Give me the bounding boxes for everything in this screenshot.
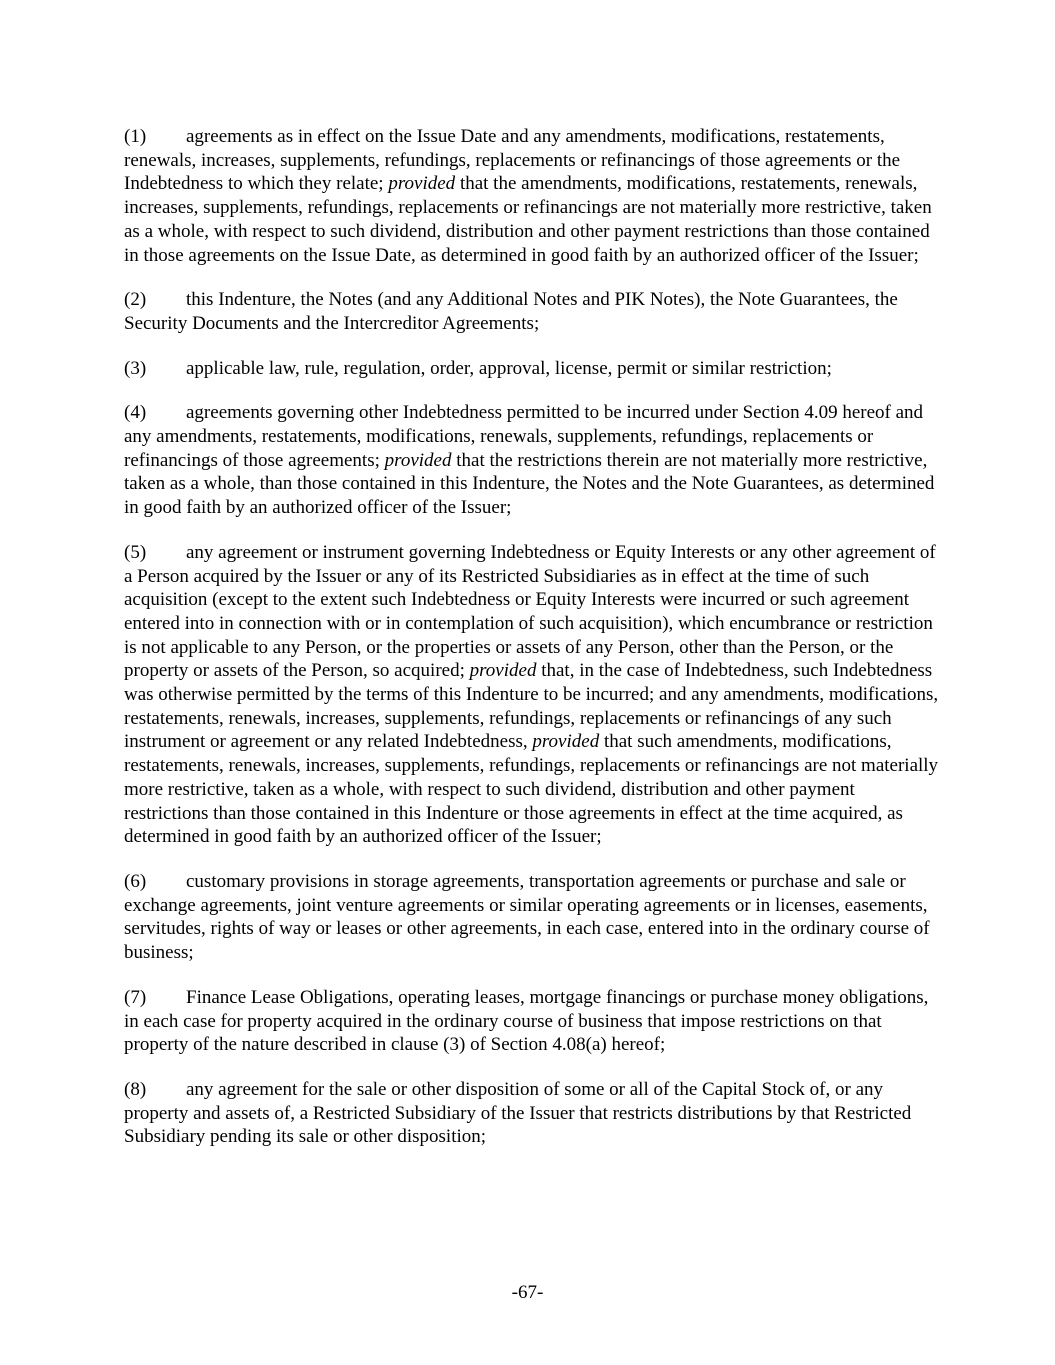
clause-number: (2)	[124, 289, 147, 311]
clause-emphasis: provided	[469, 660, 537, 682]
clause-emphasis: provided	[388, 173, 456, 195]
clause-number: (8)	[124, 1078, 147, 1100]
clause-8	[124, 1078, 939, 1149]
clause-number: (1)	[124, 126, 147, 147]
clause-emphasis: provided	[384, 449, 452, 471]
clause-text: applicable law, rule, regulation, order, approval, license, permit or similar restriction;	[186, 357, 832, 379]
clause-3	[124, 357, 939, 381]
clause-text: customary provisions in storage agreements, transportation agreements or purchase and sale or exchange agreements, joint venture agreements or similar operating agreements or in licenses, easements, servitudes, rights of way or leases or other agreements, in each case, entered into in the ordinary course of business;	[124, 870, 930, 964]
clause-text: that such amendments, modifications, restatements, renewals, increases, supplements, refundings, replacements or refinancings are not materially more restrictive, taken as a whole, with respect to such dividend, distribution and other payment restrictions than those contained in this Indenture or those agreements in effect at the time acquired, as determined in good faith by an authorized officer of the Issuer;	[124, 731, 939, 848]
clause-5	[124, 541, 939, 849]
clause-1	[124, 125, 939, 267]
clause-number: (4)	[124, 402, 147, 424]
clause-text: agreements as in effect on the Issue Date and any amendments, modifications, restatements, renewals, increases, supplements, refundings, replacements or refinancings of those agreements or the Indebtedness to which they relate;	[124, 126, 901, 195]
clause-2	[124, 288, 939, 335]
clause-text: any agreement for the sale or other disposition of some or all of the Capital Stock of, or any property and assets of, a Restricted Subsidiary of the Issuer that restricts distributions by that Restricted Subsidiary pending its sale or other disposition;	[124, 1078, 912, 1148]
clause-number: (6)	[124, 870, 147, 892]
clause-list	[124, 125, 939, 1170]
clause-emphasis: provided	[532, 731, 600, 753]
clause-text: that, in the case of Indebtedness, such Indebtedness was otherwise permitted by the terms of this Indenture to be incurred; and any amendments, modifications, restatements, renewals, increases, supplements, refundings, replacements or refinancings of any such instrument or agreement or any related Indebtedness,	[124, 660, 939, 753]
clause-text: that the restrictions therein are not materially more restrictive, taken as a whole, than those contained in this Indenture, the Notes and the Note Guarantees, as determined in good faith by an authorized officer of the Issuer;	[124, 449, 935, 519]
clause-text: that the amendments, modifications, restatements, renewals, increases, supplements, refundings, replacements or refinancings are not materially more restrictive, taken as a whole, with respect to such dividend, distribution and other payment restrictions than those contained in those agreements on the Issue Date, as determined in good faith by an authorized officer of the Issuer;	[124, 173, 932, 266]
clause-text: Finance Lease Obligations, operating leases, mortgage financings or purchase money obligations, in each case for property acquired in the ordinary course of business that impose restrictions on that property of the nature described in clause (3) of Section 4.08(a) hereof;	[124, 986, 929, 1056]
clause-text: this Indenture, the Notes (and any Additional Notes and PIK Notes), the Note Guarantees, the Security Documents and the Intercreditor Agreements;	[124, 289, 898, 334]
clause-text: agreements governing other Indebtedness permitted to be incurred under Section 4.09 hereof and any amendments, restatements, modifications, renewals, supplements, refundings, replacements or refinancings of those agreements;	[124, 402, 924, 471]
clause-7	[124, 986, 939, 1057]
page-number: -67-	[511, 1282, 544, 1303]
clause-text: any agreement or instrument governing Indebtedness or Equity Interests or any other agreement of a Person acquired by the Issuer or any of its Restricted Subsidiaries as in effect at the time of such acquisition (except to the extent such Indebtedness or Equity Interests were incurred or such agreement entered into in connection with or in contemplation of such acquisition), which encumbrance or restriction is not applicable to any Person, or the properties or assets of any Person, other than the Person, or the property or assets of the Person, so acquired;	[124, 541, 936, 682]
clause-number: (5)	[124, 541, 147, 563]
clause-number: (3)	[124, 357, 147, 379]
clause-6	[124, 870, 939, 965]
clause-number: (7)	[124, 986, 147, 1008]
clause-4	[124, 401, 939, 520]
